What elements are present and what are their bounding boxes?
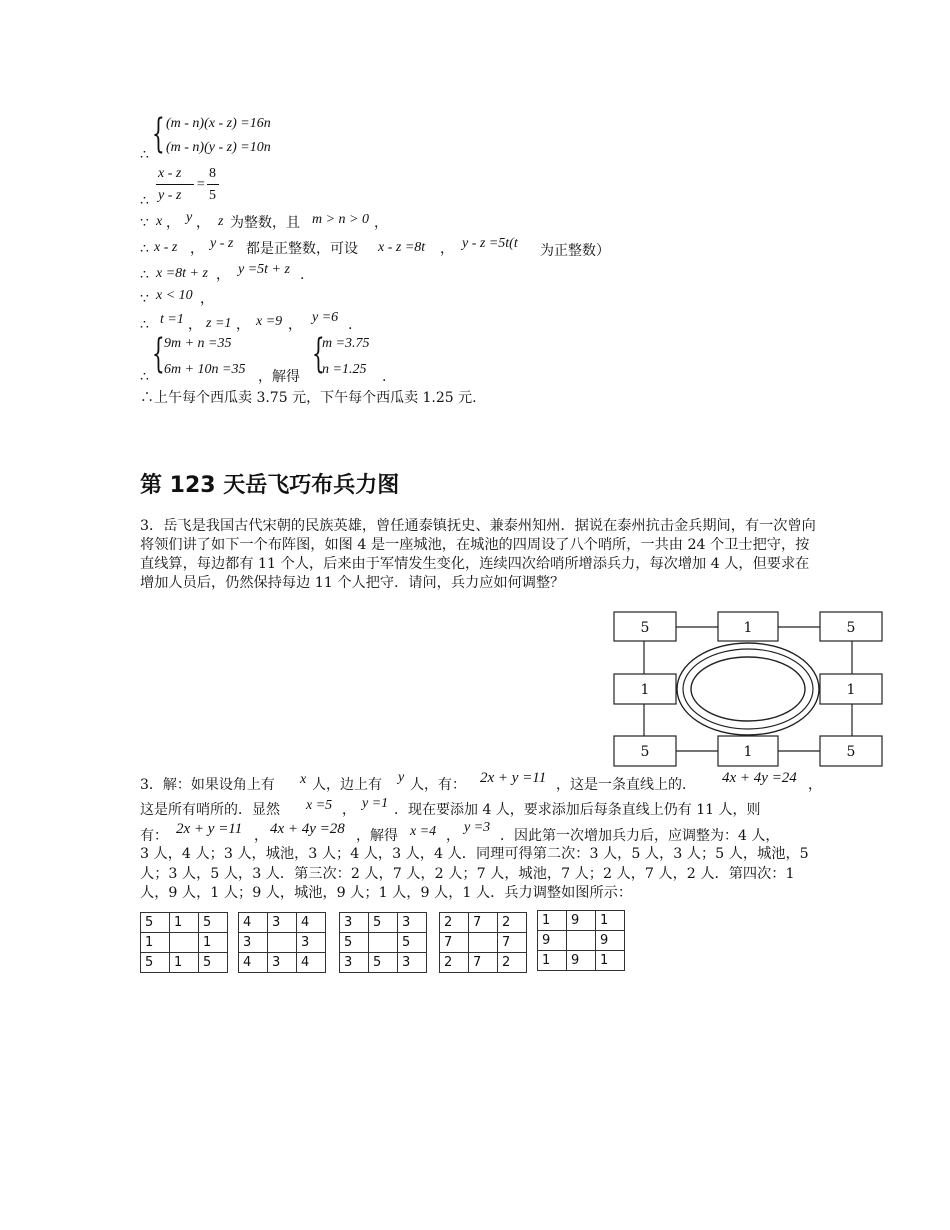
grid-cell: 3 — [268, 913, 297, 933]
outpost-label: 1 — [640, 682, 650, 698]
system2-eq2: 6m + 10n =35 — [164, 362, 246, 377]
outpost-label: 5 — [640, 620, 650, 636]
grid-cell — [469, 933, 498, 953]
fraction-equals: = — [196, 177, 206, 192]
grid-cell: 2 — [440, 953, 469, 973]
eq-4x-4y-28: 4x + 4y =28 — [270, 821, 345, 837]
comma: ， — [190, 241, 204, 257]
system-brace: { — [152, 331, 165, 377]
solution-rest: 3 人，4 人；3 人，城池，3 人；4 人，3 人，4 人．同理可得第二次：3 人，5 人，3 人；5 人，城池，5 人；3 人，5 人，3 人．第三次：2 人，7 人，2 人；7 人，城池，7 人；2 人，7 人，2 人．第四次：1 人，9 人，1 人；9 人，城池，9 人；1 人，9 人，1 人．兵力调整如图所示： — [140, 846, 809, 901]
city-wall-middle — [683, 649, 813, 729]
eq-x-5: x =5 — [306, 798, 333, 813]
solution-text: 3．解：如果设角上有 — [140, 777, 275, 793]
var-x: x — [300, 772, 307, 787]
therefore-symbol: ∴ — [140, 147, 149, 163]
system2-eq1: 9m + n =35 — [164, 336, 232, 351]
comma: ， — [254, 828, 268, 844]
grid-cell: 9 — [567, 951, 596, 971]
system-brace: { — [312, 331, 325, 377]
grid-cell — [567, 931, 596, 951]
grid-second — [339, 912, 427, 973]
comma: ， — [808, 777, 822, 793]
grid-cell: 1 — [596, 951, 625, 971]
grid-cell: 5 — [369, 913, 398, 933]
grid-cell: 4 — [239, 953, 268, 973]
city-wall-inner — [691, 657, 805, 721]
solution-text: 人，边上有 — [312, 777, 382, 793]
eq-y-3: y =3 — [464, 820, 491, 835]
problem-paragraph: 3．岳飞是我国古代宋朝的民族英雄，曾任通泰镇抚史、兼泰州知州．据说在泰州抗击金兵期间，有一次曾向将领们讲了如下一个布阵图，如图 4 是一座城池，在城池的四周设了八个哨所，一共由 24 个卫士把守，按直线算，每边都有 11 个人，后来由于军情发生变化，连续四次给哨所增添兵力，每次增加 4 人，但要求在增加人员后，仍然保持每边 11 个人把守．请问，兵力应如何调整？ — [140, 518, 816, 591]
eq-x-4: x =4 — [410, 824, 437, 839]
var-z: z — [218, 214, 224, 229]
eq-2x-y-11: 2x + y =11 — [176, 821, 243, 837]
eq-y-5t-z: y =5t + z — [238, 262, 290, 277]
comma: ， — [236, 317, 250, 333]
expr-y-minus-z: y - z — [210, 236, 234, 251]
grid-fourth — [537, 910, 625, 971]
grid-cell — [369, 933, 398, 953]
solution-text: 人，有： — [410, 777, 466, 793]
therefore-symbol: ∴ — [140, 267, 149, 283]
fraction-denominator: y - z — [158, 188, 182, 203]
because-symbol: ∵ — [140, 291, 149, 307]
eq-4x-4y-24: 4x + 4y =24 — [722, 770, 797, 786]
solution-text: 这是所有哨所的．显然 — [140, 802, 280, 818]
grid-cell: 3 — [340, 953, 369, 973]
therefore-symbol: ∴ — [140, 241, 149, 257]
solution-text: 有： — [140, 828, 168, 844]
comma: ， — [196, 215, 210, 231]
grid-cell: 3 — [268, 953, 297, 973]
var-y: y — [186, 210, 193, 225]
grid-cell: 3 — [398, 913, 427, 933]
grid-cell: 4 — [239, 913, 268, 933]
comma: ， — [446, 828, 460, 844]
eq-y-1: y =1 — [362, 796, 389, 811]
grid-cell: 5 — [369, 953, 398, 973]
period: . — [382, 369, 387, 385]
grid-third — [439, 912, 527, 973]
outpost-label: 5 — [640, 744, 650, 760]
fraction-numerator: x - z — [158, 166, 182, 181]
conclusion-line: ∴上午每个西瓜卖 3.75 元，下午每个西瓜卖 1.25 元. — [140, 390, 477, 406]
system-brace: { — [152, 111, 165, 157]
grid-cell: 5 — [141, 913, 170, 933]
grid-cell: 3 — [340, 913, 369, 933]
grid-cell: 7 — [498, 933, 527, 953]
comma: ， — [188, 317, 202, 333]
inequality-m-n: m > n > 0 — [312, 212, 370, 227]
because-symbol: ∵ — [140, 215, 149, 231]
grid-cell: 4 — [297, 953, 326, 973]
grid-cell — [170, 933, 199, 953]
line3-text: 为整数，且 — [230, 215, 300, 231]
grid-cell: 7 — [469, 953, 498, 973]
grid-cell: 5 — [141, 953, 170, 973]
outpost-label: 1 — [846, 682, 856, 698]
grid-cell: 1 — [538, 951, 567, 971]
solution-text: ，解得 — [356, 828, 398, 844]
fraction-value-numerator: 8 — [209, 166, 216, 181]
therefore-symbol: ∴ — [140, 193, 149, 209]
grid-cell: 1 — [596, 911, 625, 931]
solution-m: m =3.75 — [322, 336, 370, 351]
eq-z-1: z =1 — [206, 316, 232, 331]
grid-cell: 9 — [596, 931, 625, 951]
ineq-x-lt-10: x < 10 — [156, 288, 193, 303]
fortress-diagram — [612, 610, 884, 770]
grid-cell: 3 — [297, 933, 326, 953]
therefore-symbol: ∴ — [140, 369, 149, 385]
solve-word: ，解得 — [258, 369, 300, 385]
fraction-value-bar — [207, 184, 219, 185]
solution-text: ．现在要添加 4 人，要求添加后每条直线上仍有 11 人，则 — [394, 802, 761, 818]
var-x: x — [156, 214, 163, 229]
system1-eq2: (m - n)(y - z) =10n — [166, 140, 271, 155]
period: . — [348, 317, 353, 333]
solution-n: n =1.25 — [322, 362, 367, 377]
outpost-label: 5 — [846, 744, 856, 760]
grid-cell: 7 — [440, 933, 469, 953]
grid-cell: 1 — [170, 953, 199, 973]
outpost-label: 5 — [846, 620, 856, 636]
comma: ， — [200, 291, 214, 307]
grid-cell: 1 — [141, 933, 170, 953]
grid-cell: 5 — [199, 953, 228, 973]
eq-t-1: t =1 — [160, 312, 184, 327]
eq-x-z-8t: x - z =8t — [378, 240, 426, 255]
grid-cell: 3 — [239, 933, 268, 953]
grid-cell: 2 — [498, 953, 527, 973]
solution-text: ，这是一条直线上的． — [556, 777, 696, 793]
comma: ， — [374, 215, 388, 231]
var-y: y — [398, 770, 405, 785]
eq-y-z-5t: y - z =5t(t — [462, 236, 518, 251]
outpost-label: 1 — [743, 744, 753, 760]
fraction-bar — [156, 184, 194, 185]
eq-2x-y-11: 2x + y =11 — [480, 770, 547, 786]
grid-cell: 7 — [469, 913, 498, 933]
system1-eq1: (m - n)(x - z) =16n — [166, 116, 271, 131]
grid-cell: 5 — [199, 913, 228, 933]
grid-cell: 2 — [440, 913, 469, 933]
line4-text: 都是正整数，可设 — [246, 241, 358, 257]
comma: ， — [288, 317, 302, 333]
fraction-value-denominator: 5 — [209, 188, 216, 203]
eq-x-8t-z: x =8t + z — [156, 266, 208, 281]
grid-cell: 9 — [538, 931, 567, 951]
grid-cell: 1 — [199, 933, 228, 953]
period: . — [300, 267, 305, 283]
grid-cell: 3 — [398, 953, 427, 973]
grid-cell: 2 — [498, 913, 527, 933]
section-title: 第 123 天岳飞巧布兵力图 — [140, 473, 400, 498]
grid-original — [140, 912, 228, 973]
expr-x-minus-z: x - z — [154, 240, 178, 255]
therefore-symbol: ∴ — [140, 317, 149, 333]
solution-text: ．因此第一次增加兵力后，应调整为：4 人， — [500, 828, 780, 844]
grid-cell: 9 — [567, 911, 596, 931]
grid-cell: 1 — [538, 911, 567, 931]
eq-y-6: y =6 — [312, 310, 339, 325]
outpost-label: 1 — [743, 620, 753, 636]
grid-cell: 5 — [398, 933, 427, 953]
grid-first — [238, 912, 326, 973]
grid-cell: 1 — [170, 913, 199, 933]
comma: ， — [440, 241, 454, 257]
grid-cell — [268, 933, 297, 953]
grid-cell: 4 — [297, 913, 326, 933]
eq-x-9: x =9 — [256, 314, 283, 329]
comma: ， — [342, 802, 356, 818]
comma: ， — [216, 267, 230, 283]
line4-tail: 为正整数） — [540, 243, 610, 259]
comma: ， — [166, 215, 180, 231]
grid-cell: 5 — [340, 933, 369, 953]
